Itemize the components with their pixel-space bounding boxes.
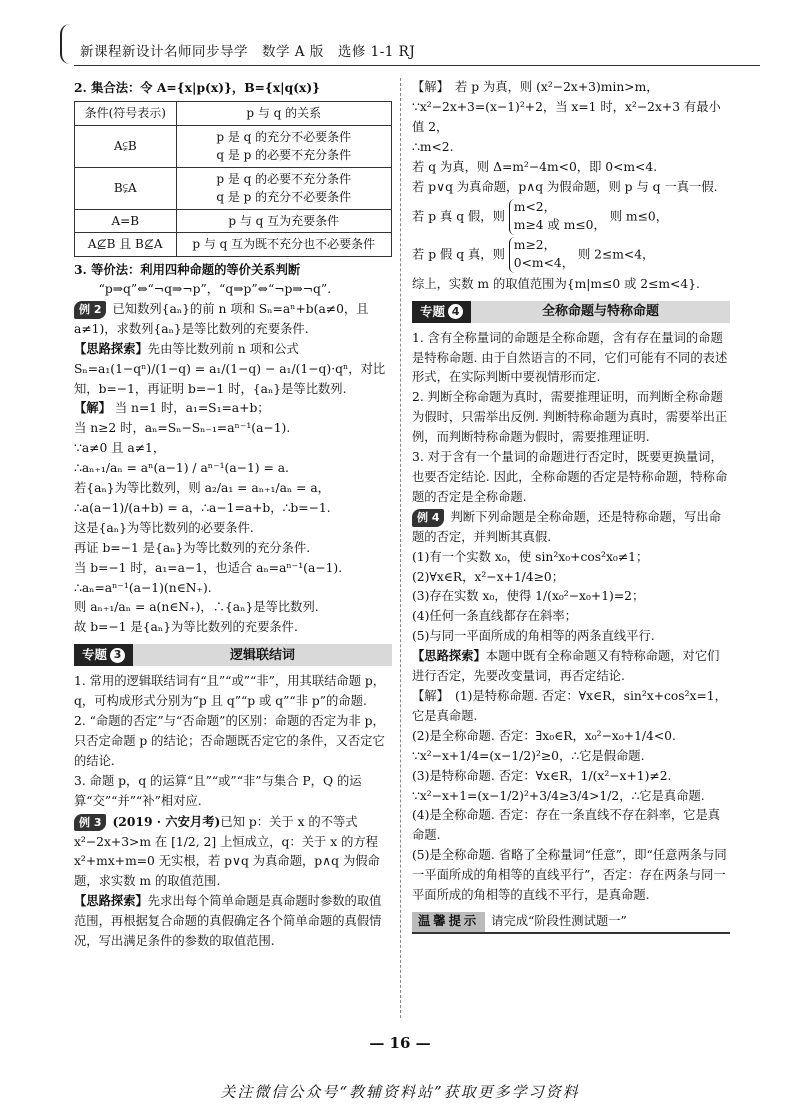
topic-label: 专题 3: [74, 644, 133, 666]
table-cell-relation: p 与 q 互为既不充分也不必要条件: [176, 233, 391, 257]
table-cell-condition: A⊈B 且 B⊈A: [75, 233, 177, 257]
solution-line: ∴a(a−1)/(a+b) = a，∴a−1=a+b，∴b=−1.: [74, 500, 331, 515]
solution-line: ∵a≠0 且 a≠1，: [74, 441, 166, 456]
solution-line: ∵x²−x+1=(x−1/2)²+3/4≥3/4>1/2，∴它是真命题.: [412, 788, 705, 803]
column-divider: [400, 78, 401, 1018]
topic-3-title: 逻辑联结词: [230, 647, 296, 663]
topic-4-title: 全称命题与特称命题: [542, 304, 660, 320]
case-2: 若 p 假 q 真，则 m≥2， 0<m<4， 则 2≤m<4，: [412, 237, 730, 273]
header-rule: [74, 65, 760, 66]
table-row: [75, 209, 392, 233]
solution-line: ∴aₙ₊₁/aₙ = aⁿ(a−1) / aⁿ⁻¹(a−1) = a.: [74, 461, 289, 476]
solution-line: (4)是全称命题. 否定：存在一条直线不存在斜率，它是真命题.: [412, 808, 721, 843]
solution-line: ∴aₙ=aⁿ⁻¹(a−1)(n∈N₊).: [74, 580, 212, 595]
equiv-method-title: 3. 等价法：利用四种命题的等价关系判断: [74, 262, 301, 278]
example-3-conclusion: 综上，实数 m 的取值范围为{m|m≤0 或 2≤m<4}.: [412, 276, 700, 291]
solution-line: (5)是全称命题. 省略了全称量词“任意”，即“任意两条与同一平面所成的角相等的直线平行”，否定：存在两条与同一平面所成的角相等的直线不平行，是真命题.: [412, 848, 727, 903]
table-cell-condition: A=B: [75, 209, 177, 233]
topic-4-banner: [412, 301, 730, 323]
relation-table: [74, 101, 392, 257]
left-column: [74, 78, 392, 952]
header-title: 新课程新设计名师同步导学 数学 A 版 选修 1-1 RJ: [80, 44, 416, 60]
table-row: [75, 233, 392, 257]
solution-line: 故 b=−1 是{aₙ}为等比数列的充要条件.: [74, 620, 298, 635]
solution-line: 则 aₙ₊₁/aₙ = a(n∈N₊)，∴{aₙ}是等比数列.: [74, 600, 319, 615]
solution-line: ∵x²−2x+3=(x−1)²+2，当 x=1 时，x²−2x+3 有最小值 2，: [412, 99, 721, 134]
example-3-tag: 例 3: [74, 814, 106, 832]
solution-line: 这是{aₙ}为等比数列的必要条件.: [74, 520, 254, 535]
topic-point: 1. 含有全称量词的命题是全称命题，含有存在量词的命题是特称命题. 由于自然语言的不同，它们可能有不同的表述形式，在实际判断中要视情形而定.: [412, 330, 728, 385]
topic-3-banner: [74, 644, 392, 666]
example-2-solution-head: 【解】 当 n=1 时，a₁=S₁=a+b；: [74, 401, 270, 416]
topic-point: 3. 命题 p，q 的运算“且”“或”“非”与集合 P，Q 的运算“交”“并”“补”相对应.: [74, 773, 362, 808]
set-method-title: 2. 集合法：令 A={x|p(x)}，B={x|q(x)}: [74, 80, 321, 95]
example-4-item: (2)∀x∈R，x²−x+1/4≥0；: [412, 569, 565, 584]
example-4-item: (3)存在实数 x₀，使得 1/(x₀²−x₀+1)=2；: [412, 589, 645, 604]
reminder-text: 请完成“阶段性测试题一”: [491, 913, 627, 928]
table-header-relation: p 与 q 的关系: [176, 101, 391, 125]
topic-number-badge: 3: [110, 648, 125, 663]
table-cell-relation: p 是 q 的充分不必要条件 q 是 p 的必要不充分条件: [176, 125, 391, 167]
table-header-condition: 条件(符号表示): [75, 101, 177, 125]
table-row: [75, 125, 392, 167]
system-brace: m<2， m≥4 或 m≤0，: [509, 199, 606, 235]
solution-line: (2)是全称命题. 否定：∃x₀∈R，x₀²−x₀+1/4<0.: [412, 728, 676, 743]
example-2-tag: 例 2: [74, 301, 106, 319]
reminder-label: 温馨提示: [412, 912, 485, 932]
example-4-tag: 例 4: [412, 509, 444, 527]
solution-line: 再证 b=−1 是{aₙ}为等比数列的充分条件.: [74, 540, 311, 555]
example-4-item: (1)有一个实数 x₀，使 sin²x₀+cos²x₀≠1；: [412, 549, 649, 564]
topic-number-badge: 4: [448, 304, 463, 319]
table-cell-relation: p 是 q 的必要不充分条件 q 是 p 的充分不必要条件: [176, 167, 391, 209]
header-brace: [60, 24, 72, 64]
solution-line: 当 b=−1 时，a₁=a−1，也适合 aₙ=aⁿ⁻¹(a−1).: [74, 560, 343, 575]
table-row: [75, 167, 392, 209]
reminder-box: [412, 912, 730, 934]
table-cell-condition: A⫋B: [75, 125, 177, 167]
example-4-item: (4)任何一条直线都存在斜率；: [412, 609, 577, 624]
topic-point: 2. “命题的否定”与“否命题”的区别：命题的否定为非 p，只否定命题 p 的结论；否命题既否定它的条件，又否定它的结论.: [74, 714, 385, 768]
solution-line: 当 n≥2 时，aₙ=Sₙ−Sₙ₋₁=aⁿ⁻¹(a−1).: [74, 421, 291, 436]
equiv-method-body: “p⇒q”⇔“¬q⇒¬p”，“q⇒p”⇔“¬p⇒¬q”.: [98, 281, 332, 296]
example-2-question: 例 2 已知数列{aₙ}的前 n 项和 Sₙ=aⁿ+b(a≠0，且 a≠1)，求数列{aₙ}是等比数列的充要条件.: [74, 301, 369, 336]
system-brace: m≥2， 0<m<4，: [509, 237, 574, 273]
topic-point: 3. 对于含有一个量词的命题进行否定时，既要更换量词，也要否定结论. 因此，全称命题的否定是特称命题，特称命题的否定是全称命题.: [412, 450, 728, 504]
topic-label: 专题 4: [412, 301, 471, 323]
page-header: [60, 20, 760, 68]
topic-point: 2. 判断全称命题为真时，需要推理证明，而判断全称命题为假时，只需举出反例. 判断特称命题为真时，需要举出正例，而判断特称命题为假时，需要推理证明.: [412, 390, 728, 445]
solution-line: 【解】 (1)是特称命题. 否定：∀x∈R，sin²x+cos²x=1，它是真命题.: [412, 688, 727, 723]
example-3-question: 例 3 (2019 · 六安月考)已知 p：关于 x 的不等式 x²−2x+3>m 在 [1/2, 2] 上恒成立，q：关于 x 的方程 x²+mx+m=0 无实根，若 p∨q 为真命题，p∧q 为假命题，求实数 m 的取值范围.: [74, 813, 380, 889]
solution-line: 【解】 若 p 为真，则 (x²−2x+3)min>m，: [412, 80, 659, 94]
table-cell-relation: p 与 q 互为充要条件: [176, 209, 391, 233]
example-3-thinking: 【思路探索】先求出每个简单命题是真命题时参数的取值范围，再根据复合命题的真假确定各个简单命题的真假情况，写出满足条件的参数的取值范围.: [74, 894, 382, 949]
solution-line: ∴m<2.: [412, 139, 454, 154]
footer-note: 关注微信公众号“教辅资料站”获取更多学习资料: [220, 1083, 580, 1101]
solution-line: (3)是特称命题. 否定：∀x∈R，1/(x²−x+1)≠2.: [412, 768, 672, 783]
right-column: [412, 78, 730, 934]
case-1: 若 p 真 q 假，则 m<2， m≥4 或 m≤0， 则 m≤0，: [412, 199, 730, 235]
example-4-thinking: 【思路探索】本题中既有全称命题又有特称命题，对它们进行否定，先要改变量词，再否定结论.: [412, 649, 720, 684]
solution-line: 若{aₙ}为等比数列，则 a₂/a₁ = aₙ₊₁/aₙ = a，: [74, 481, 330, 496]
example-2-thinking: 【思路探索】先由等比数列前 n 项和公式 Sₙ=a₁(1−qⁿ)/(1−q) = a₁/(1−q) − a₁/(1−q)·qⁿ，对比知，b=−1，再证明 b=−1 时，{aₙ}是等比数列.: [74, 341, 386, 396]
solution-line: 若 q 为真，则 Δ=m²−4m<0，即 0<m<4.: [412, 159, 658, 174]
solution-line: ∵x²−x+1/4=(x−1/2)²≥0，∴它是假命题.: [412, 748, 645, 763]
solution-line: 若 p∨q 为真命题，p∧q 为假命题，则 p 与 q 一真一假.: [412, 179, 718, 194]
example-4-item: (5)与同一平面所成的角相等的两条直线平行.: [412, 629, 655, 644]
topic-point: 1. 常用的逻辑联结词有“且”“或”“非”，用其联结命题 p，q，可构成形式分别为“p 且 q”“p 或 q”“非 p”的命题.: [74, 674, 386, 709]
example-4-question: 例 4 判断下列命题是全称命题，还是特称命题，写出命题的否定，并判断其真假.: [412, 509, 722, 544]
page-number: — 16 —: [369, 1034, 431, 1052]
table-cell-condition: B⫋A: [75, 167, 177, 209]
